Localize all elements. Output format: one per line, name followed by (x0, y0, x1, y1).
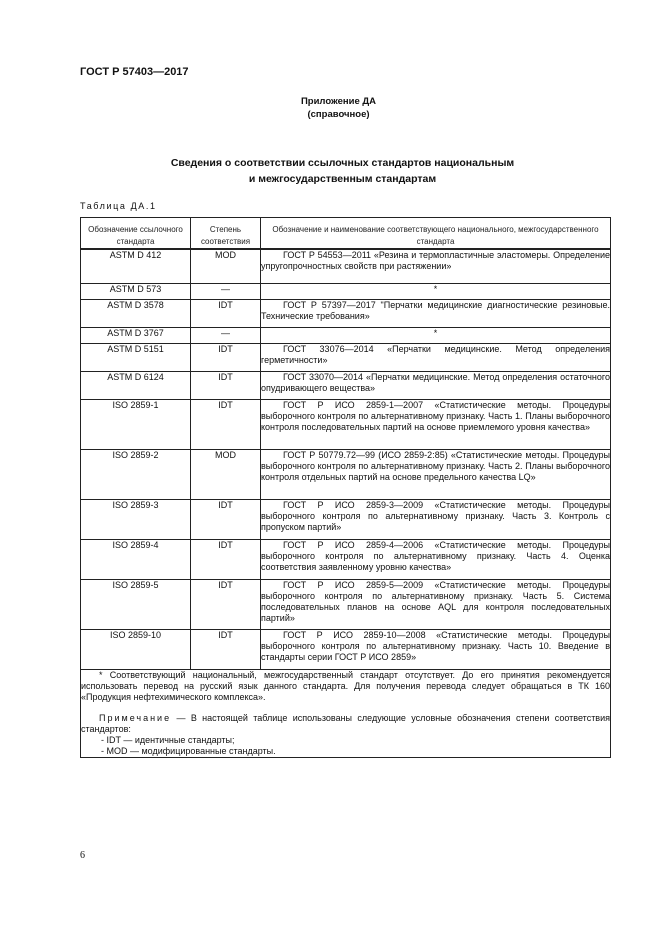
table-row (81, 371, 611, 399)
reference-standard-cell: ASTM D 573 (81, 283, 191, 299)
annex-subtitle: (справочное) (307, 109, 370, 120)
document-code: ГОСТ Р 57403—2017 (80, 66, 189, 78)
national-standard-cell: ГОСТ 33076—2014 «Перчатки медицинские. Метод определения герметичности» (261, 343, 611, 371)
reference-standard-cell: ISO 2859-2 (81, 449, 191, 499)
national-standard-cell: ГОСТ Р ИСО 2859-4—2006 «Статистические методы. Процедуры выборочного контроля по альтернативному признаку. Часть 4. Оценка соответствия заявленному уровню качества» (261, 539, 611, 579)
degree-cell: IDT (191, 399, 261, 449)
national-standard-cell: ГОСТ Р ИСО 2859-3—2009 «Статистические методы. Процедуры выборочного контроля по альтернативному признаку. Часть 3. Контроль с пропуском партий» (261, 499, 611, 539)
page-number: 6 (80, 850, 85, 861)
degree-cell: IDT (191, 539, 261, 579)
footnote: * Соответствующий национальный, межгосударственный стандарт отсутствует. До его принятия рекомендуется использовать перевод на русский язык данного стандарта. Для получения перевода следует обращаться в ТК 160 «Продукция нефтехимического комплекса». (81, 669, 610, 702)
table-row (81, 343, 611, 371)
section-heading-line2: и межгосударственным стандартам (248, 173, 437, 185)
table-note (81, 713, 610, 735)
degree-cell: IDT (191, 579, 261, 629)
table-label: Таблица ДА.1 (80, 201, 157, 211)
reference-standard-cell: ASTM D 5151 (81, 343, 191, 371)
column-header-national: Обозначение и наименование соответствующего национального, межгосударственного стандарта (261, 218, 611, 250)
national-standard-cell: ГОСТ Р ИСО 2859-10—2008 «Статистические методы. Процедуры выборочного контроля по альтернативному признаку. Часть 10. Введение в стандарты серии ГОСТ Р ИСО 2859» (261, 629, 611, 669)
degree-cell: — (191, 283, 261, 299)
annex-title: Приложение ДА (300, 96, 377, 107)
note-label: Примечание (99, 712, 172, 723)
note-item-mod: - MOD — модифицированные стандарты. (101, 745, 276, 756)
standards-table (80, 217, 611, 758)
table-row (81, 399, 611, 449)
degree-cell: MOD (191, 449, 261, 499)
national-standard-cell: ГОСТ 33070—2014 «Перчатки медицинские. Метод определения остаточного опудривающего вещества» (261, 371, 611, 399)
table-row (81, 499, 611, 539)
reference-standard-cell: ASTM D 6124 (81, 371, 191, 399)
table-header-row (81, 218, 611, 250)
national-standard-cell: ГОСТ Р 50779.72—99 (ИСО 2859-2:85) «Статистические методы. Процедуры выборочного контроля по альтернативному признаку. Часть 2. Планы выборочного контроля отдельных партий на основе предельного качества LQ» (261, 449, 611, 499)
national-standard-cell: ГОСТ Р 54553—2011 «Резина и термопластичные эластомеры. Определение упругопрочностных свойств при растяжении» (261, 249, 611, 283)
national-standard-cell: * (261, 283, 611, 299)
table-row (81, 579, 611, 629)
table-row (81, 283, 611, 299)
degree-cell: IDT (191, 299, 261, 327)
column-header-degree: Степень соответствия (191, 218, 261, 250)
table-row (81, 449, 611, 499)
reference-standard-cell: ASTM D 412 (81, 249, 191, 283)
table-row (81, 299, 611, 327)
column-header-reference: Обозначение ссылочного стандарта (81, 218, 191, 250)
table-row (81, 539, 611, 579)
national-standard-cell: ГОСТ Р ИСО 2859-1—2007 «Статистические методы. Процедуры выборочного контроля по альтернативному признаку. Часть 1. Планы выборочного контроля последовательных партий на основе приемлемого уровня качества» (261, 399, 611, 449)
section-heading-line1: Сведения о соответствии ссылочных стандартов национальным (170, 157, 515, 169)
reference-standard-cell: ISO 2859-10 (81, 629, 191, 669)
reference-standard-cell: ISO 2859-3 (81, 499, 191, 539)
degree-cell: IDT (191, 499, 261, 539)
reference-standard-cell: ISO 2859-1 (81, 399, 191, 449)
national-standard-cell: * (261, 327, 611, 343)
national-standard-cell: ГОСТ Р 57397—2017 "Перчатки медицинские диагностические резиновые. Технические требования» (261, 299, 611, 327)
reference-standard-cell: ISO 2859-5 (81, 579, 191, 629)
table-footer-row (81, 669, 611, 757)
national-standard-cell: ГОСТ Р ИСО 2859-5—2009 «Статистические методы. Процедуры выборочного контроля по альтернативному признаку. Часть 5. Система последовательных планов на основе AQL для контроля последовательных партий» (261, 579, 611, 629)
table-row (81, 629, 611, 669)
degree-cell: IDT (191, 371, 261, 399)
table-row (81, 327, 611, 343)
degree-cell: IDT (191, 343, 261, 371)
note-item-idt: - IDT — идентичные стандарты; (101, 734, 235, 745)
degree-cell: MOD (191, 249, 261, 283)
table-row (81, 249, 611, 283)
note-text: — В настоящей таблице использованы следующие условные обозначения степени соответствия стандартов: (81, 712, 610, 734)
reference-standard-cell: ISO 2859-4 (81, 539, 191, 579)
reference-standard-cell: ASTM D 3578 (81, 299, 191, 327)
reference-standard-cell: ASTM D 3767 (81, 327, 191, 343)
degree-cell: — (191, 327, 261, 343)
degree-cell: IDT (191, 629, 261, 669)
table-footer (81, 669, 611, 757)
